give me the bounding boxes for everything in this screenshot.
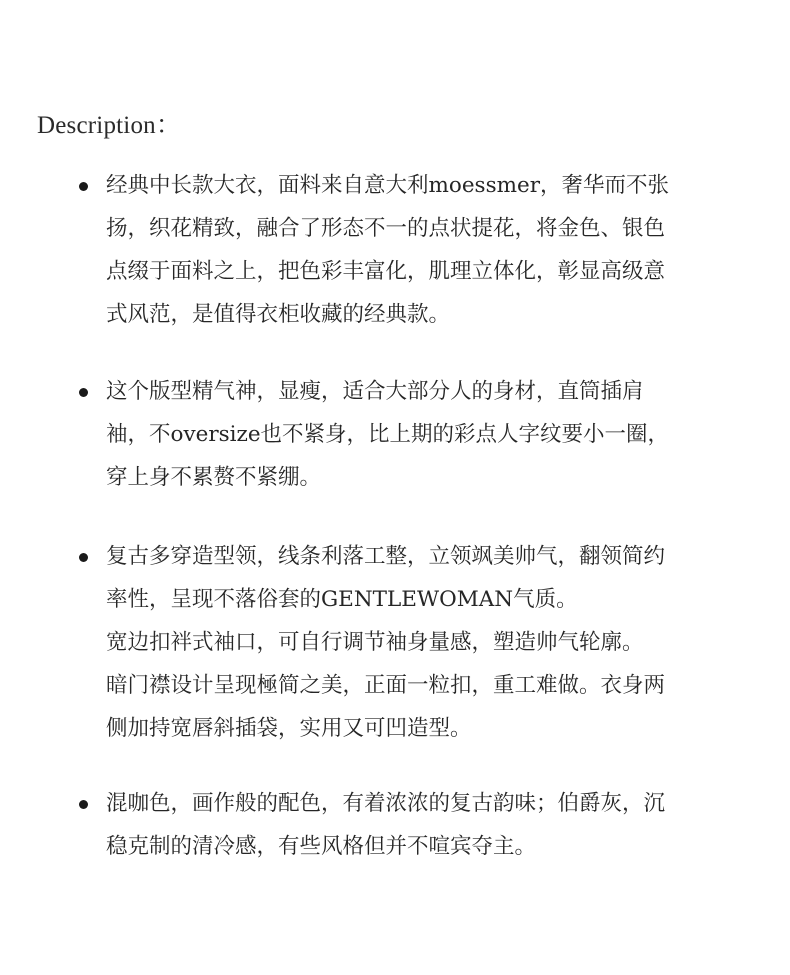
description-line: 穿上身不累赘不紧绷。 <box>106 465 322 490</box>
description-line: 点缀于面料之上，把色彩丰富化，肌理立体化，彰显高级意 <box>106 259 666 284</box>
bullet-icon <box>79 800 88 809</box>
description-line: 复古多穿造型领，线条利落工整，立领飒美帅气，翻领简约 <box>106 544 666 569</box>
description-line: 率性，呈现不落俗套的GENTLEWOMAN气质。 <box>106 587 578 612</box>
description-line: 暗门襟设计呈现極简之美，正面一粒扣，重工难做。衣身两 <box>106 673 666 698</box>
description-line: 式风范，是值得衣柜收藏的经典款。 <box>106 302 451 327</box>
bullet-icon <box>79 182 88 191</box>
description-line: 经典中长款大衣，面料来自意大利moessmer，奢华而不张 <box>106 173 670 198</box>
description-line: 这个版型精气神，显瘦，适合大部分人的身材，直筒插肩 <box>106 379 644 404</box>
description-line: 稳克制的清冷感，有些风格但并不喧宾夺主。 <box>106 834 537 859</box>
description-line: 扬，织花精致，融合了形态不一的点状提花，将金色、银色 <box>106 216 666 241</box>
description-line: 宽边扣袢式袖口，可自行调节袖身量感，塑造帅气轮廓。 <box>106 630 644 655</box>
description-line: 袖，不oversize也不紧身，比上期的彩点人字纹要小一圈， <box>106 422 670 447</box>
description-heading: Description： <box>37 112 182 139</box>
bullet-icon <box>79 388 88 397</box>
description-line: 侧加持宽唇斜插袋，实用又可凹造型。 <box>106 716 472 741</box>
bullet-icon <box>79 553 88 562</box>
description-line: 混咖色，画作般的配色，有着浓浓的复古韵味；伯爵灰，沉 <box>106 791 666 816</box>
